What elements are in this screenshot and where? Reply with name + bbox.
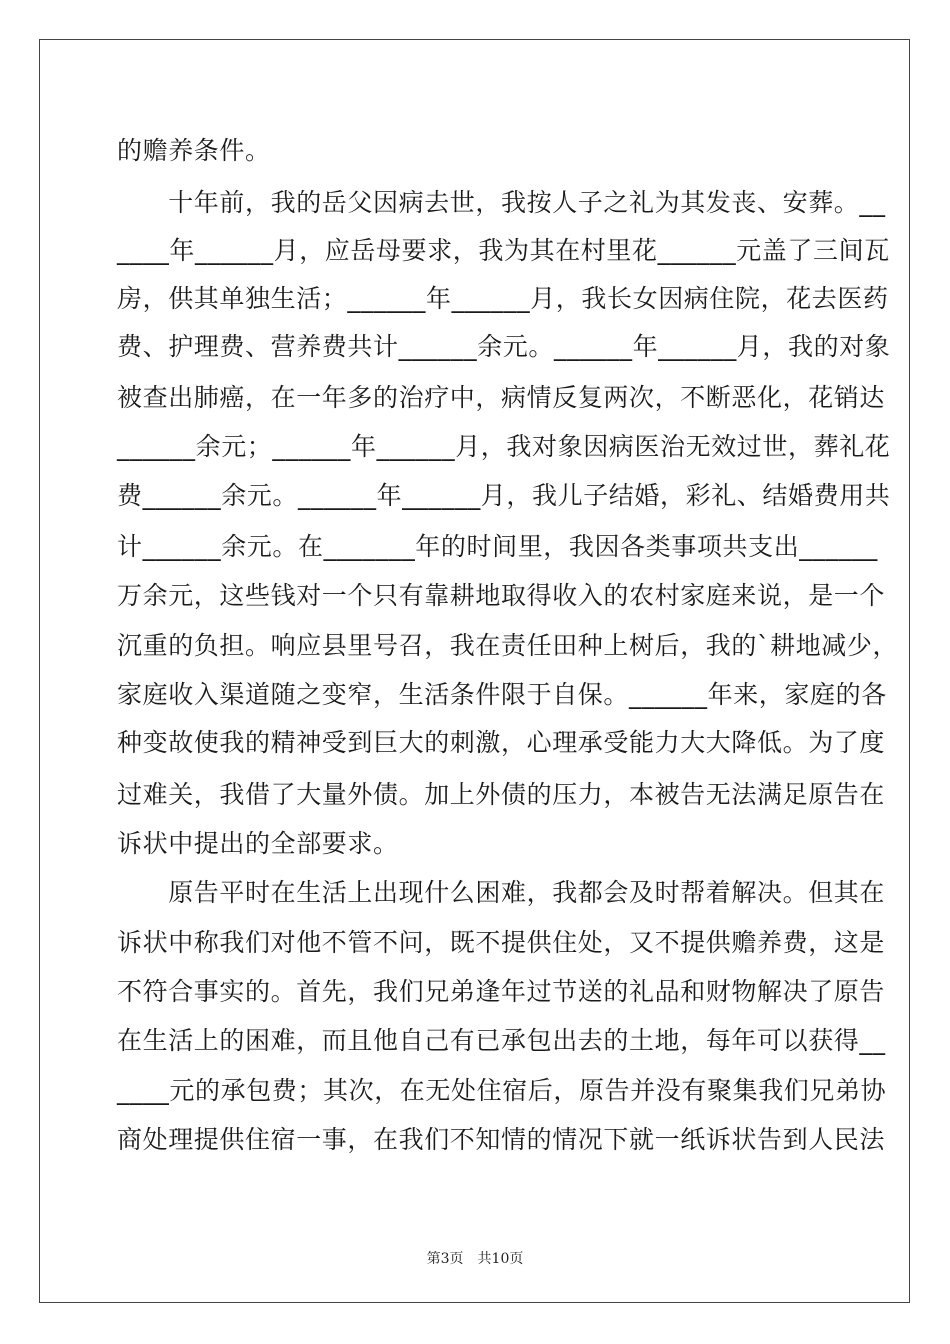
text-line: 的赡养条件。: [117, 136, 271, 165]
text-line: 沉重的负担。响应县里号召，我在责任田种上树后，我的`耕地减少，: [117, 631, 899, 660]
text-line: 被查出肺癌，在一年多的治疗中，病情反复两次，不断恶化，花销达: [117, 383, 886, 412]
text-line: 商处理提供住宿一事，在我们不知情的情况下就一纸诉状告到人民法: [117, 1125, 886, 1154]
text-line: 在生活上的困难，而且他自己有已承包出去的土地，每年可以获得__: [117, 1026, 886, 1055]
page-number: 第3页 共10页: [426, 1251, 524, 1267]
text-line: 原告平时在生活上出现什么困难，我都会及时帮着解决。但其在: [117, 878, 886, 907]
text-line: 过难关，我借了大量外债。加上外债的压力，本被告无法满足原告在: [117, 780, 886, 809]
text-line: ____年______月，应岳母要求，我为其在村里花______元盖了三间瓦: [117, 236, 890, 265]
text-line: 家庭收入渠道随之变窄，生活条件限于自保。______年来，家庭的各: [117, 680, 887, 709]
text-line: 诉状中提出的全部要求。: [117, 829, 399, 858]
text-line: 十年前，我的岳父因病去世，我按人子之礼为其发丧、安葬。__: [117, 188, 886, 217]
text-line: 诉状中称我们对他不管不问，既不提供住处，又不提供赡养费，这是: [117, 928, 886, 957]
text-line: 万余元，这些钱对一个只有靠耕地取得收入的农村家庭来说，是一个: [117, 581, 886, 610]
text-line: 费______余元。______年______月，我儿子结婚，彩礼、结婚费用共: [117, 481, 891, 510]
text-line: 种变故使我的精神受到巨大的刺激，心理承受能力大大降低。为了度: [117, 728, 886, 757]
text-line: 费、护理费、营养费共计______余元。______年______月，我的对象: [117, 332, 891, 361]
text-line: 计______余元。在_______年的时间里，我因各类事项共支出______: [117, 532, 878, 561]
page-border: [39, 39, 910, 1303]
text-line: ____元的承包费；其次，在无处住宿后，原告并没有聚集我们兄弟协: [117, 1076, 887, 1105]
text-line: 房，供其单独生活；______年______月，我长女因病住院，花去医药: [117, 284, 889, 313]
text-line: 不符合事实的。首先，我们兄弟逢年过节送的礼品和财物解决了原告: [117, 977, 886, 1006]
text-line: ______余元；______年______月，我对象因病医治无效过世，葬礼花: [117, 432, 891, 461]
